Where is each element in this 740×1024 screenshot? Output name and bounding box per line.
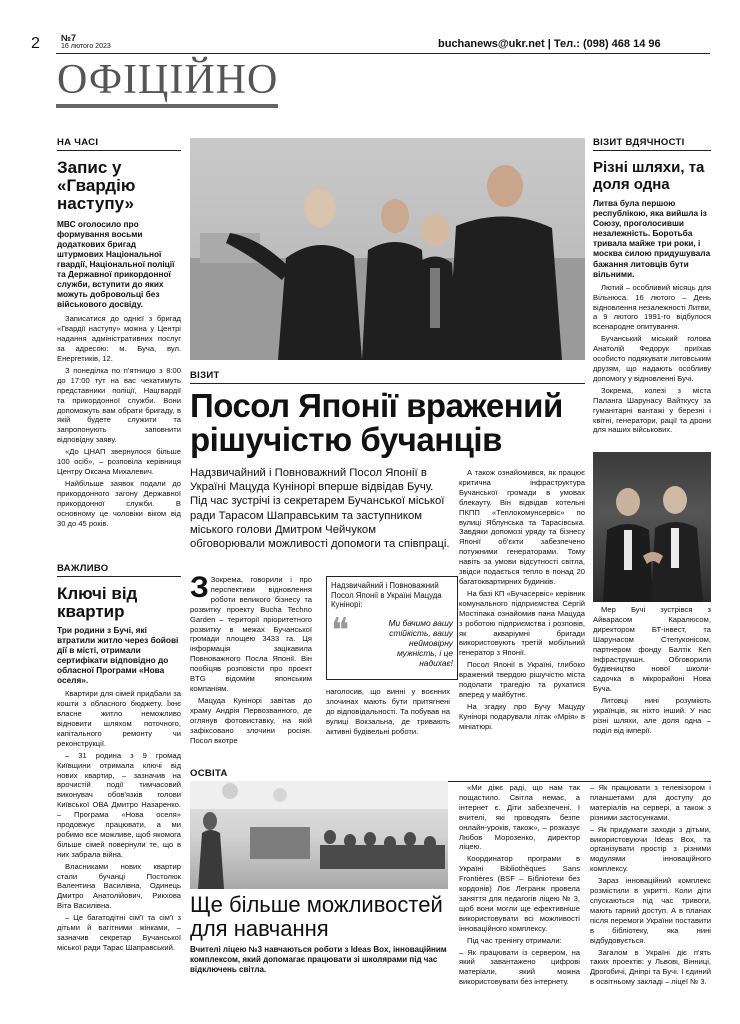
section-title: ОФІЦІЙНО	[57, 57, 279, 103]
main-col3-para: Посол Японії в Україні, глибоко вражений твердою рішучістю міста подолати трагедію та рухатися вперед у майбутнє.	[459, 660, 585, 699]
main-col1-para	[190, 571, 312, 694]
story2-body	[57, 689, 181, 953]
story2-para: Квартири для сімей придбали за кошти з обласного бюджету. Їхнє власне житло неможливо відновити шляхом поточного, капітального ремонту чи реконструкції.	[57, 689, 181, 748]
right-headline: Різні шляхи, та доля одна	[593, 159, 705, 193]
right-column	[593, 137, 711, 437]
right-para: Лютий – особливий місяць для Вільнюса. 16 лютого – День відновлення незалежності Литви, а 9 лютого 1991-го відбулося всенародне опитування.	[593, 282, 711, 332]
right-after-para: Литовці нині розуміють українців, як ніхто інший. У нас різні шляхи, але доля одна – поділ від імперії.	[593, 696, 711, 735]
bottom-col2-para: Зараз інноваційний комплекс розмістили в укритті. Коли діти спускаються під час тривоги, мають гарний доступ. А в планах після перемоги України поставити в бібліотеку, яка нині відбудовується.	[590, 876, 711, 945]
bottom-kicker-label: ОСВІТА	[190, 768, 228, 779]
story1-headline: Запис у «Гвардію наступу»	[57, 158, 136, 213]
classroom-photo-figures	[190, 781, 448, 889]
main-col3-para: На згадку про Бучу Мацуду Кунінорі подарували літак «Мрія» в мініатюрі.	[459, 701, 585, 731]
mayor-photo-figures	[593, 452, 711, 602]
story1-body	[57, 314, 181, 528]
story1-para: Найбільше заявок подали до прикордонного загону Державної прикордонної служби. В основному це чоловіки віком від 30 до 45 років.	[57, 478, 181, 528]
right-after-para: Мер Бучі зустрівся з Айварасом Каралюсом, директором БТ-інвест, та Шарунасом Степуконісом, партнером фонду Балтік Кеп Інфраструкшн. Обговорили будівництво нової школи-садочка в мікрорайоні Нова Буча.	[593, 605, 711, 694]
bottom-col2	[590, 783, 711, 989]
dropcap: З	[190, 571, 209, 604]
bottom-headline: Ще більше можливостей для навчання	[190, 892, 443, 941]
ambassador-photo-figures	[190, 138, 585, 360]
main-col1-text: Зокрема, говорили і про перспективи відновлення роботи великого бізнесу та розвитку проекту Bucha Techno Garden – території пріоритетного розвитку в межах Бучанської громади площею 3433 га. Ця інформація зацікавила Повноважного Посла Японії. Він пообіцяв розповісти про проект BTG відомим японським компаніям.	[190, 575, 312, 693]
bottom-col2-para: Загалом в Україні діє п'ять таких проектів: у Львові, Вінниці, Дрогобичі, Дніпрі та Бучі. І єдиний в освітньому закладі – ліцеї № 3.	[590, 947, 711, 987]
story2-para: Власниками нових квартир стали бучанці Постолюк Валентина Василівна, Одинець Дмитро Анатолійович, Рикхова Віта Василівна.	[57, 861, 181, 911]
story1-lead: МВС оголосило про формування восьми додаткових бригад штурмових Національної гвардії, Національної поліції та Державної прикордонної служби, вступити до яких можуть добровольці без військового досвіду.	[57, 218, 175, 310]
mayor-photo	[593, 452, 711, 602]
bottom-lead: Вчителі ліцею №3 навчаються роботи з Ideas Box, інноваційним комплексом, який допомагає працювати зі школярами під час відключень світла.	[190, 945, 447, 974]
main-col3-para: А також ознайомився, як працює критична інфраструктура Бучанської громади в умовах блекауту. Він відвідав котельні ПКПП «Теплокомунсервіс» по вулиці Яблунська та Тарасівська. Завдяки допомозі уряду та бізнесу Японії об'єкти забезпечено потужними генераторами. Тому навіть за умови відсутності світла, звідси подається тепло в понад 20 багатоквартирних будинків.	[459, 468, 585, 586]
bottom-col2-para: – Як працювати з телевізором і планшетами для доступу до матеріалів на сервері, а також з різними застосунками.	[590, 783, 711, 822]
right-para: Бучанський міський голова Анатолій Федорук приїхав особисто подякувати литовським друзям, що надають особливу допомогу у відновленні Бучі.	[593, 334, 711, 383]
story1-para: «До ЦНАП звернулося більше 100 осіб», – розповіла керівниця Центру Оксана Михалевич.	[57, 447, 181, 476]
bottom-col1-para: «Ми діжє раді, що нам так пощастило. Світла немає, а інтернет є. Діти забезпечені. І вчителі, які проводять безпе онлайн-уроків, також», – розказує Любов Морозенко, директор ліцею.	[459, 783, 580, 852]
main-kicker-label: ВІЗИТ	[190, 370, 220, 381]
right-body	[593, 283, 711, 436]
main-col1b: Мацуда Кунінорі завітав до храму Андрія Первозванного, де оглянув фотовиставку, на якій зафіксовано злочини росіян. Посол вкотре	[190, 695, 312, 745]
classroom-photo	[190, 781, 448, 889]
quote-marks-icon: ❝	[331, 613, 350, 650]
story1-kicker: НА ЧАСІ	[57, 137, 181, 151]
section-title-bar	[56, 104, 278, 108]
bottom-col1	[459, 783, 580, 989]
right-lead: Литва була першою республікою, яка вийшла із Союзу, проголосивши незалежність. Боротьба тривала майже три роки, і москва силою придушувала бажання литовців бути вільними.	[593, 198, 711, 279]
quote-attribution: Надзвичайний і Повноважний Посол Японії в Україні Мацуда Кунінорі:	[331, 581, 442, 610]
issue-date: 16 лютого 2023	[61, 43, 111, 50]
story2-headline: Ключі від квартир	[57, 584, 138, 621]
page-number: 2	[31, 35, 40, 52]
story2-para: – Це багатодітні сім'ї та сім'ї з дітьми й вагітними жінками, – зазначив секретар Бучанської міської ради Тарас Шаправський.	[57, 913, 181, 952]
right-kicker: ВІЗИТ ВДЯЧНОСТІ	[593, 137, 711, 151]
main-deck: Надзвичайний і Повноважний Посол Японії в Україні Мацуда Кунінорі вперше відвідав Бучу. Під час зустрічі із секретарем Бучанської міської ради Тарасом Шаправським та заступником міського голови Дмитром Чейчуком обговорювали можливості допомоги та співпраці.	[190, 467, 450, 551]
bottom-col1-para: Координатор програми в Україні Bibliothèques Sans Frontières (BSF – Бібліотеки без кордонів) Лоє Легранж провела заняття для педагогів ліцею № 3, щоб вони могли ще ефективніше використовувати всі можливості інноваційного комплексу.	[459, 854, 580, 933]
header-rule	[56, 53, 710, 54]
left-column-2	[57, 563, 181, 955]
main-col3-para: На базі КП «Бучасервіс» керівник комунального підприємства Сергій Мостіпака ознайомив пана Мацуда з роботою підприємства і розповів, як акваріумні бригади використовують третій мобільний генератор з Японії.	[459, 588, 585, 658]
story1-para: Записатися до однієї з бригад «Гвардії наступу» можна у Центрі надання адміністративних послуг за адресою: м. Буча, вул. Енергетиків, 12.	[57, 314, 181, 363]
header-contacts[interactable]: buchanews@ukr.net | Тел.: (098) 468 14 96	[438, 38, 661, 50]
bottom-col1-para: Під час тренінгу отримали:	[467, 935, 562, 945]
bottom-col2-para: – Як придумати заходи з дітьми, використовуючи Ideas Box, та організувати простір з різними модулями інноваційного комплексу.	[590, 824, 711, 874]
quote-text: Ми бачимо вашу стійкість, вашу неймовірну мужність, і це надихає!	[388, 617, 453, 668]
right-para: Зокрема, колезі з міста Паланга Шарунасу Вайткусу за гуманітарні вантажі у березні і квітні, генератори, рації та дрони для наших військових.	[593, 385, 711, 435]
story2-para: – 31 родина з 9 громад Київщини отримала ключі від нових квартир, – зазначив на врочистій події тимчасовий виконувач обов'язків голови Київської ОВА Дмитро Назаренко. – Програма «Нова оселя» продовжує працювати, а ми робимо все можливе, щоб якомога більше сімей повернули те, що в них забрала війна.	[57, 750, 181, 859]
issue-number: №7	[61, 33, 77, 43]
right-after-photo	[593, 605, 711, 738]
story2-lead: Три родини з Бучі, які втратили житло через бойові дії в місті, отримали сертифікати відповідно до обласної Програми «Нова оселя».	[57, 624, 179, 686]
main-kicker	[190, 365, 585, 384]
bottom-col1-para: – Як працювати із сервером, на який завантажено цифрові матеріали, який можна використовувати без інтернету.	[459, 947, 580, 987]
bottom-kicker	[190, 763, 711, 782]
main-col1	[190, 571, 312, 747]
main-headline: Посол Японії вражений рішучістю бучанців	[190, 387, 563, 458]
story1-para: З понеділка по п'ятницю з 8:00 до 17:00 тут на вас чекатимуть представники поліції, Нацгвардії та прикордонної служби. Вони допоможуть вам обрати бригаду, в якій будете служити та запропонують заповнити відповідну заяву.	[57, 365, 181, 445]
ambassador-photo	[190, 138, 585, 360]
main-col3	[459, 468, 585, 734]
story2-kicker: ВАЖЛИВО	[57, 563, 181, 577]
main-col2b: наголосив, що винні у воєнних злочинах мають бути притягнені до відповідальності. Та побував на вулиці Вокзальна, де тривають активні будівельні роботи.	[326, 687, 450, 736]
left-column	[57, 137, 181, 530]
quote-box	[326, 576, 458, 680]
